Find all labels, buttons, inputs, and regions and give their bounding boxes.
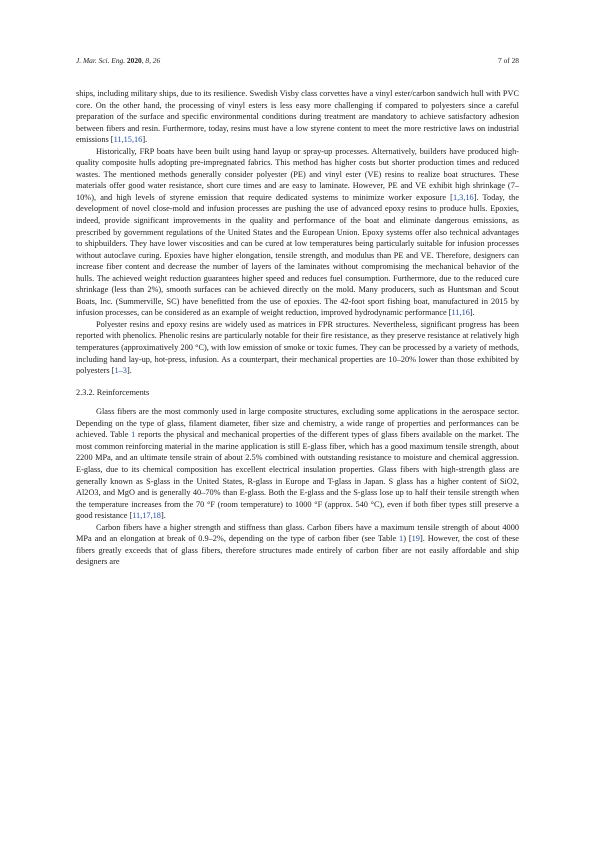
- paragraph-text: ].: [469, 308, 475, 318]
- citation-link[interactable]: 1: [399, 534, 404, 544]
- body-text: [76, 88, 519, 568]
- citation-link[interactable]: 1,3,16: [452, 192, 474, 202]
- paragraph-text: Historically, FRP boats have been built using hand layup or spray-up processes. Alternatively, builders have produced high-quality composite hulls adopting pre-impregnated fabrics. This method has higher costs but shorter production times and reduced wastes. The mentioned methods generally consider polyester (PE) and vinyl ester (VE) resins to realize boat structures. These materials offer good water resistance, short cure times and are easy to laminate. However, PE and VE exhibit high shrinkage (7–10%), and high levels of styrene emission that require dedicated systems to minimize worker exposure [: [76, 146, 519, 202]
- citation-link[interactable]: 1–3: [114, 366, 127, 376]
- paragraph-text: Polyester resins and epoxy resins are widely used as matrices in FPR structures. Nevertheless, significant progress has been reported with phenolics. Phenolic resins are particularly notable for their fire resistance, as they preserve resistance at relatively high temperatures (approximatively 200 °C), with low emission of smoke or toxic fumes. They can be processed by a variety of methods, including hand lay-up, hot-press, infusion. As a counterpart, their mechanical properties are 10–20% lower than those exhibited by polyesters [: [76, 319, 519, 376]
- paragraph-group-1: [76, 88, 519, 377]
- citation-link[interactable]: 11,15,16: [113, 135, 143, 145]
- citation-link[interactable]: 19: [411, 534, 420, 544]
- running-header: [76, 56, 519, 70]
- citation-link[interactable]: 11,17,18: [132, 511, 161, 521]
- journal-volume: , 8, 26: [141, 56, 161, 65]
- citation-link[interactable]: 11,16: [451, 308, 470, 318]
- paragraph-text: ].: [160, 511, 166, 521]
- citation-link[interactable]: 1: [131, 430, 136, 440]
- journal-name: J. Mar. Sci. Eng.: [76, 56, 126, 65]
- paragraph-text: Glass fibers are the most commonly used in large composite structures, excluding some applications in the aerospace sector. Depending on the type of glass, filament diameter, fiber size and chemistry, a wide range of properties and performances can be achieved. Table: [76, 407, 519, 440]
- paragraph: [76, 522, 519, 568]
- paragraph-text: Carbon fibers have a higher strength and stiffness than glass. Carbon fibers have a maximum tensile strength of about 4000 MPa and an elongation at break of 0.9–2%, depending on the type of carbon fiber (see Table: [76, 522, 519, 544]
- paragraph-text: ].: [142, 135, 148, 145]
- paragraph-text: ]. However, the cost of these fibers greatly exceeds that of glass fibers, therefore structures made entirely of carbon fiber are not easily affordable and ship designers are: [76, 534, 519, 567]
- paragraph: [76, 88, 519, 146]
- paragraph: [76, 406, 519, 521]
- paragraph-text: ].: [126, 366, 132, 376]
- paragraph: [76, 319, 519, 377]
- page-number: 7 of 28: [498, 56, 519, 65]
- journal-citation: [76, 56, 160, 65]
- paragraph-group-2: [76, 406, 519, 568]
- section-heading: 2.3.2. Reinforcements: [76, 387, 150, 397]
- paragraph-text: reports the physical and mechanical properties of the different types of glass fibers available on the market. The most common reinforcing material in the marine application is still E-glass fiber, which has a good maximum tensile strength, about 2200 MPa, and an ultimate tensile strain of about 2.5% combined with outstanding resistance to moisture and chemical aggression. E-glass, due to its chemical composition has excellent electrical insulation properties. Glass fibers with high-strength glass are generally known as S-glass in the United States, R-glass in Europe and T-glass in Japan. S glass has a higher content of SiO2, Al2O3, and MgO and is generally 40–70% than E-glass. Both the E-glass and the S-glass lose up to half their tensile strength when the temperature increases from the 70 °F (room temperature) to 1000 °F (approx. 540 °C), even if both fiber types still preserve a good resistance [: [76, 430, 519, 521]
- paragraph: [76, 146, 519, 319]
- paragraph-text: ships, including military ships, due to its resilience. Swedish Visby class corvettes have a vinyl ester/carbon sandwich hull with PVC core. On the other hand, the processing of vinyl esters is less easy more challenging if compared to polyesters since a careful preparation of the surface and specific environmental conditions during treatment are mandatory to achieve satisfactory adhesion between fibers and resin. Furthermore, today, resins must have a low styrene content to meet the more restrictive laws on industrial emissions [: [76, 89, 519, 145]
- journal-year: 2020: [126, 56, 142, 65]
- paragraph-text: ]. Today, the development of novel close-mold and infusion processes are pushing the use of advanced epoxy resins to produce hulls. Epoxies, indeed, provide significant improvements in the quality and performance of the boat and eliminate dangerous emissions, as prescribed by government regulations of the United States and the European Union. Epoxy systems offer also technical advantages to shipbuilders. They have lower viscosities and can be cured at low temperatures being particularly suitable for infusion processes without autoclave curing. Epoxies have higher elongation, tensile strength, and modulus than PE and VE. Therefore, designers can increase fiber content and decrease the number of layers of the laminates without compromising the mechanical behavior of the hulls. The achieved weight reduction guarantees higher speed and reduces fuel consumption. Furthermore, due to the reduced cure shrinkage (less than 2%), smooth surfaces can be achieved directly on the mold. Many producers, such as Huntsman and Scout Boats, Inc. (Summerville, SC) have benefitted from the use of epoxies. The 42-foot sport fishing boat, manufactured in 2015 by infusion processes, can be considered as an example of weight reduction, improved hydrodynamic performance [: [76, 192, 520, 318]
- paragraph-text: ) [: [403, 534, 412, 544]
